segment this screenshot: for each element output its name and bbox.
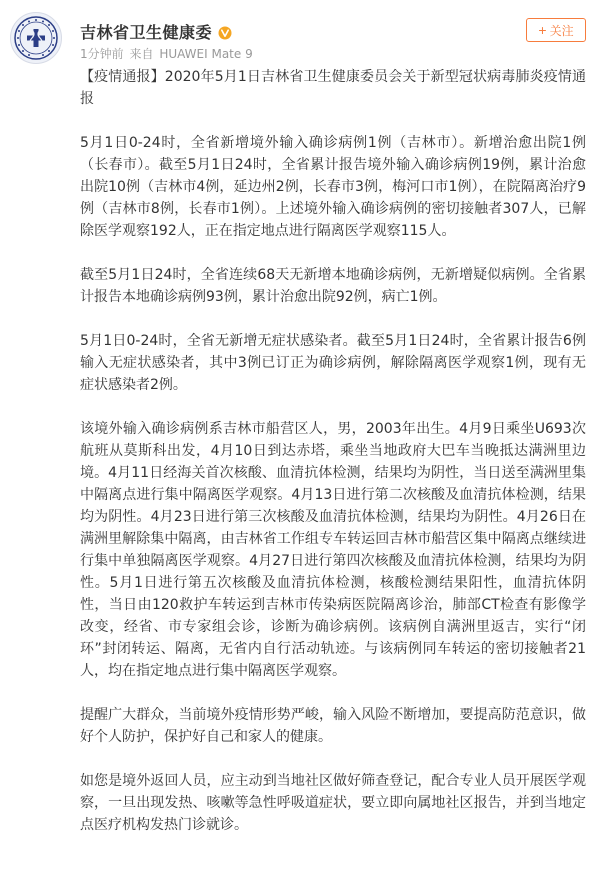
post-paragraph: 该境外输入确诊病例系吉林市船营区人，男，2003年出生。4月9日乘坐U693次航班从莫斯科出发，4月10日到达赤塔，乘坐当地政府大巴车当晚抵达满洲里边境。4月11日经海关首次核酸、血清抗体检测，结果均为阴性，当日送至满洲里集中隔离点进行集中隔离医学观察。4月13日进行第二次核酸及血清抗体检测，结果均为阴性。4月23日进行第三次核酸及血清抗体检测，结果均为阴性。4月26日在满洲里解除集中隔离，由吉林省工作组专车转运回吉林市船营区集中隔离点继续进行集中单独隔离医学观察。4月27日进行第四次核酸及血清抗体检测，结果均为阴性。5月1日进行第五次核酸及血清抗体检测，核酸检测结果阳性，血清抗体阴性，当日由120救护车转运到吉林市传染病医院隔离诊治，肺部CT检查有影像学改变，经省、市专家组会诊，诊断为确诊病例。该病例自满洲里返吉，实行“闭环”封闭转运、隔离，无省内自行活动轨迹。与该病例同车转运的密切接触者21人，均在指定地点进行集中隔离医学观察。 xyxy=(80,421,586,679)
post-header xyxy=(0,0,600,72)
post-time[interactable]: 1分钟前 xyxy=(80,47,124,61)
health-commission-logo-icon xyxy=(13,15,59,61)
post-device[interactable]: HUAWEI Mate 9 xyxy=(159,47,253,61)
avatar[interactable] xyxy=(10,12,62,64)
account-name-row xyxy=(80,20,232,43)
post-paragraph: 5月1日0-24时，全省无新增无症状感染者。截至5月1日24时，全省累计报告6例输入无症状感染者，其中3例已订正为确诊病例，解除隔离医学观察1例，现有无症状感染者2例。 xyxy=(80,333,586,393)
follow-button-label: 关注 xyxy=(549,23,574,38)
post-body xyxy=(80,66,586,858)
post-paragraph: 如您是境外返回人员，应主动到当地社区做好筛查登记，配合专业人员开展医学观察，一旦出现发热、咳嗽等急性呼吸道症状，要立即向属地社区报告，并到当地定点医疗机构发热门诊就诊。 xyxy=(80,773,586,833)
post-paragraph: 提醒广大群众，当前境外疫情形势严峻，输入风险不断增加，要提高防范意识，做好个人防护，保护好自己和家人的健康。 xyxy=(80,707,586,745)
account-name[interactable]: 吉林省卫生健康委 xyxy=(80,23,213,42)
plus-icon: + xyxy=(538,22,547,38)
post-paragraph: 截至5月1日24时，全省连续68天无新增本地确诊病例，无新增疑似病例。全省累计报告本地确诊病例93例，累计治愈出院92例，病亡1例。 xyxy=(80,267,586,305)
post-paragraph: 5月1日0-24时，全省新增境外输入确诊病例1例（吉林市）。新增治愈出院1例（长春市）。截至5月1日24时，全省累计报告境外输入确诊病例19例，累计治愈出院10例（吉林市4例，延边州2例，长春市3例，梅河口市1例），在院隔离治疗9例（吉林市8例，长春市1例）。上述境外输入确诊病例的密切接触者307人，已解除医学观察192人，正在指定地点进行隔离医学观察115人。 xyxy=(80,135,586,239)
post-title: 【疫情通报】2020年5月1日吉林省卫生健康委员会关于新型冠状病毒肺炎疫情通报 xyxy=(80,69,586,107)
from-label: 来自 xyxy=(129,47,154,61)
post-meta xyxy=(80,45,253,62)
follow-button[interactable] xyxy=(526,18,586,42)
verified-badge-icon xyxy=(218,25,232,39)
